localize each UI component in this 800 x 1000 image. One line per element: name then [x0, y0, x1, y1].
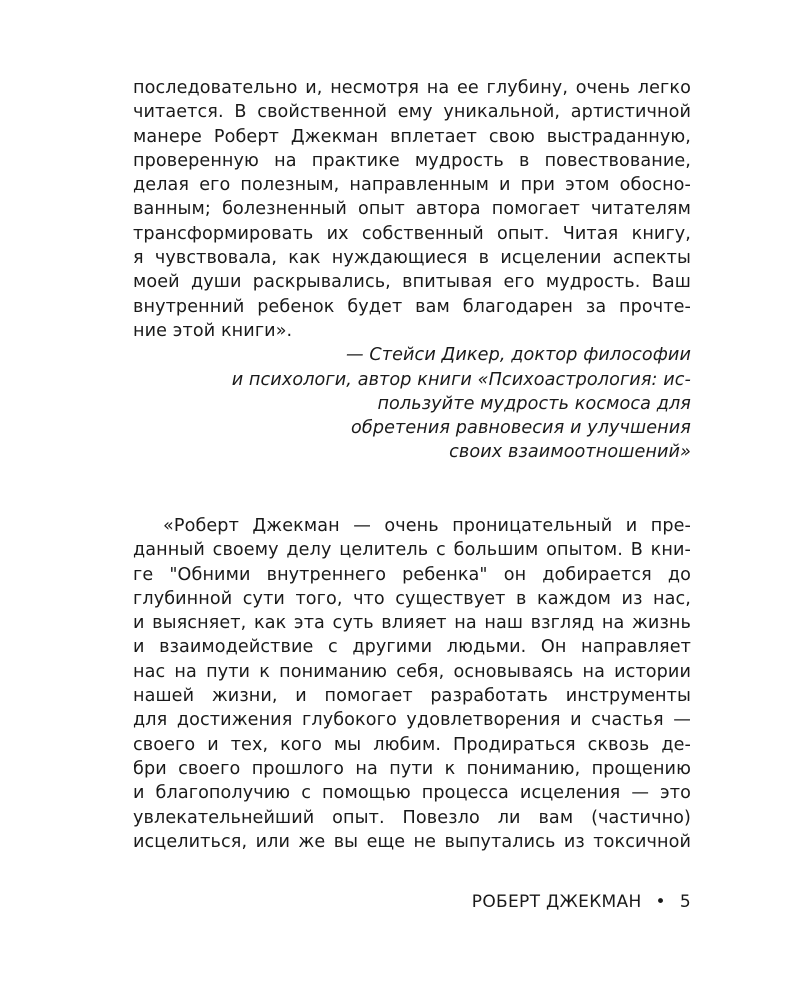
attribution-line: обретения равновесия и улучшения — [351, 418, 691, 439]
body-line: увлекательнейший опыт. Повезло ли вам (частично) — [133, 807, 691, 828]
body-line: и выясняет, как эта суть влияет на наш взгляд на жизнь — [133, 613, 691, 634]
body-line: ние этой книги». — [133, 320, 293, 341]
body-line: последовательно и, несмотря на ее глубину, очень легко — [133, 78, 691, 98]
body-line: «Роберт Джекман — очень проницательный и пре- — [163, 516, 691, 536]
body-line: ванным; болезненный опыт автора помогает читателям — [133, 199, 691, 220]
body-line: трансформировать их собственный опыт. Читая книгу, — [133, 223, 691, 244]
attribution — [133, 343, 691, 464]
attribution-line: пользуйте мудрость космоса для — [377, 393, 691, 414]
running-footer — [472, 892, 691, 912]
attribution-line: и психологи, автор книги «Психоастрология: ис- — [231, 369, 691, 390]
body-line: исцелиться, или же вы еще не выпутались из токсичной — [133, 831, 691, 852]
body-line: данный своему делу целитель с большим опытом. В кни- — [133, 540, 691, 561]
body-line: своего и тех, кого мы любим. Продираться сквозь де- — [133, 734, 691, 755]
footer-bullet: • — [655, 892, 666, 912]
body-line: проверенную на практике мудрость в повествование, — [133, 150, 691, 171]
body-line: для достижения глубокого удовлетворения и счастья — — [133, 710, 691, 731]
testimonial-1 — [133, 76, 691, 465]
attribution-line: своих взаимоотношений» — [449, 442, 691, 463]
body-line: бри своего прошлого на пути к пониманию, прощению — [133, 758, 691, 779]
body-line: я чувствовала, как нуждающиеся в исцелении аспекты — [133, 248, 691, 269]
body-line: манере Роберт Джекман вплетает свою выстраданную, — [133, 126, 691, 147]
page-number: 5 — [679, 892, 691, 912]
body-line: нашей жизни, и помогает разработать инструменты — [133, 686, 691, 707]
body-line: ге "Обними внутреннего ребенка" он добирается до — [133, 564, 691, 585]
body-line: и благополучию с помощью процесса исцеления — это — [133, 783, 691, 804]
testimonial-2 — [133, 514, 691, 854]
body-line: моей души раскрывались, впитывая его мудрость. Ваш — [133, 272, 691, 293]
body-line: и взаимодействие с другими людьми. Он направляет — [133, 637, 691, 658]
body-line: глубинной сути того, что существует в каждом из нас, — [133, 588, 691, 609]
body-line: читается. В свойственной ему уникальной, артистичной — [133, 102, 691, 123]
body-line: внутренний ребенок будет вам благодарен за прочте- — [133, 296, 691, 317]
body-line: делая его полезным, направленным и при этом обосно- — [133, 175, 691, 196]
attribution-line: — Стейси Дикер, доктор философии — [345, 345, 691, 366]
body-line: нас на пути к пониманию себя, основываясь на истории — [133, 661, 691, 682]
footer-author: РОБЕРТ ДЖЕКМАН — [471, 892, 642, 912]
